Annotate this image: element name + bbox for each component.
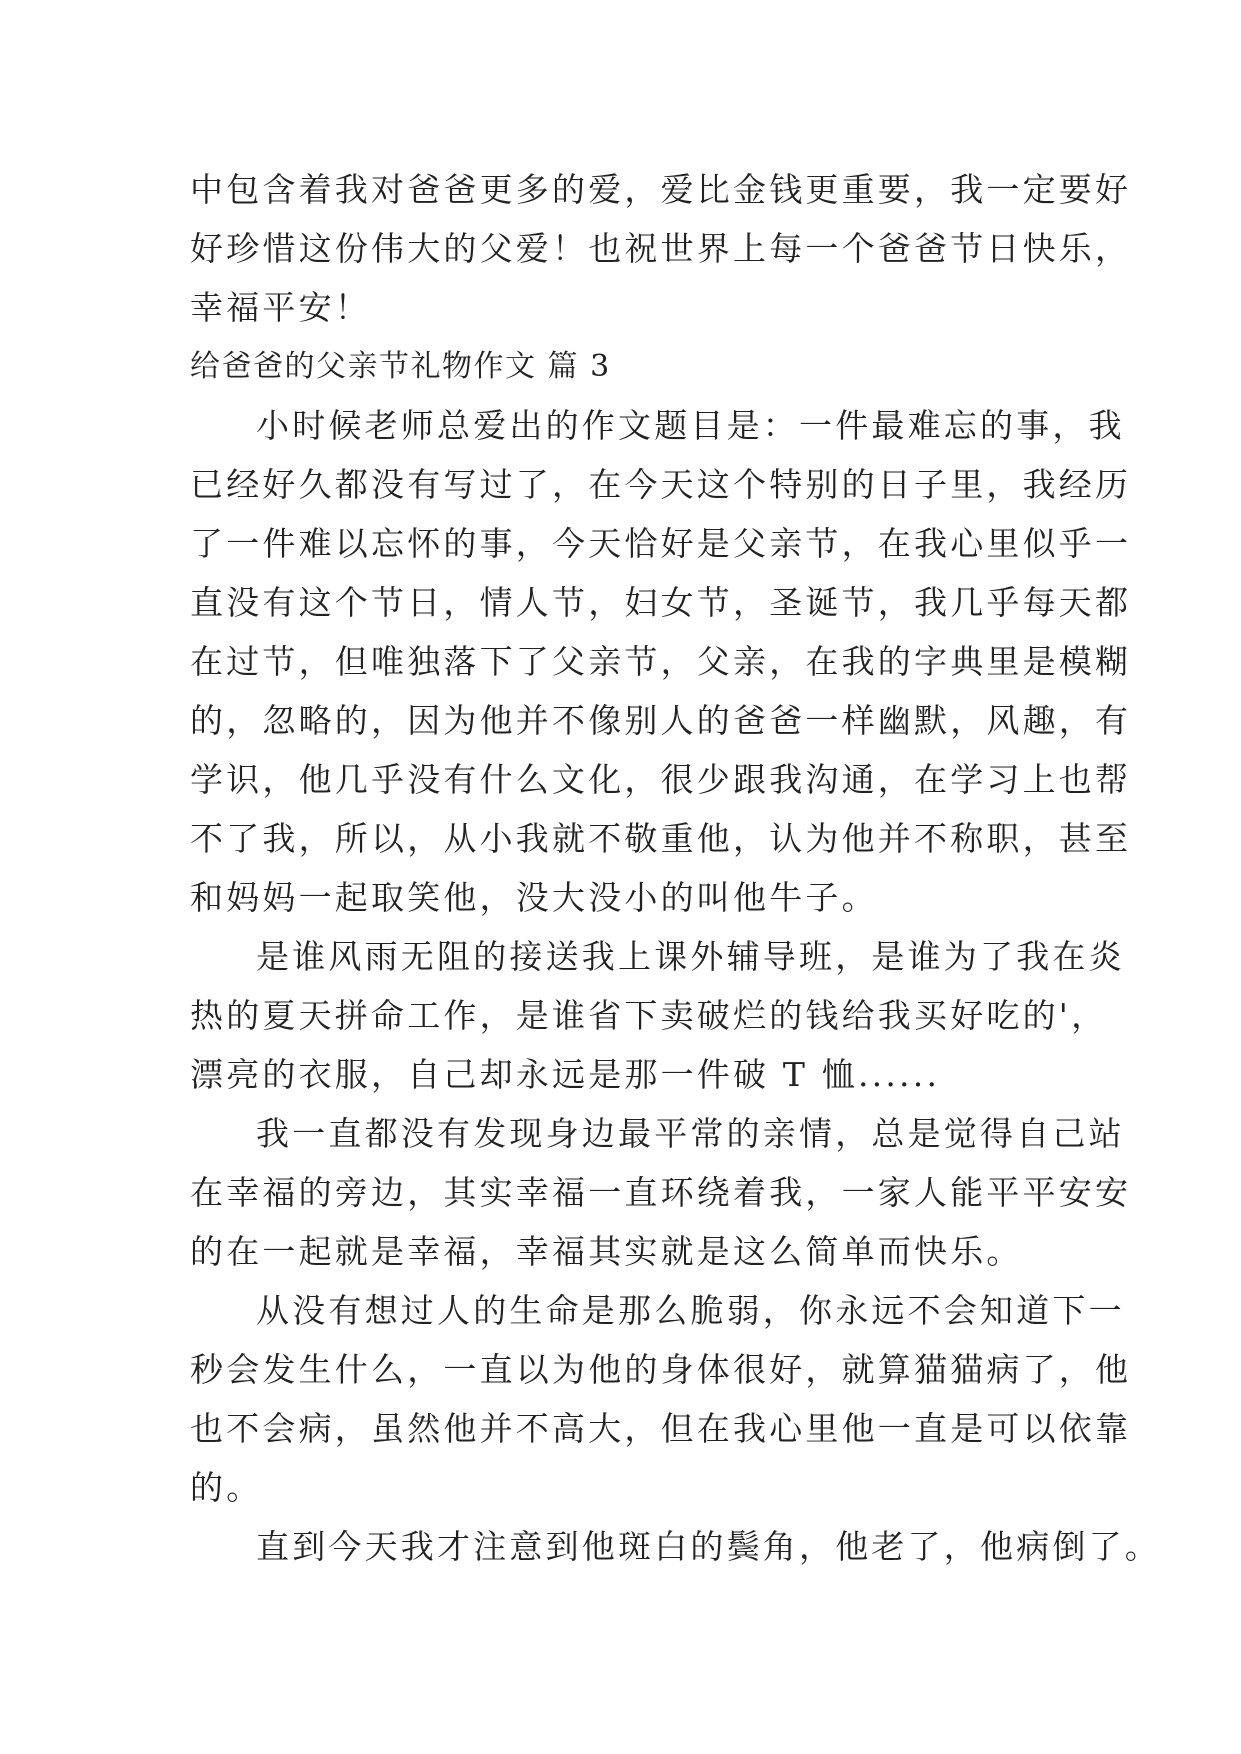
text-line: 直没有这个节日，情人节，妇女节，圣诞节，我几乎每天都 <box>190 583 1132 622</box>
text-line: 的在一起就是幸福，幸福其实就是这么简单而快乐。 <box>190 1232 1023 1271</box>
text-line: 热的夏天拼命工作，是谁省下卖破烂的钱给我买好吃的'， <box>190 996 1108 1035</box>
text-line: 在幸福的旁边，其实幸福一直环绕着我，一家人能平平安安 <box>190 1173 1132 1212</box>
text-line: 是谁风雨无阻的接送我上课外辅导班，是谁为了我在炎 <box>256 937 1125 976</box>
paragraph <box>190 927 1125 1104</box>
text-line: 好珍惜这份伟大的父爱！也祝世界上每一个爸爸节日快乐， <box>190 229 1132 268</box>
text-line: 小时候老师总爱出的作文题目是：一件最难忘的事，我 <box>256 406 1125 445</box>
document-body <box>190 160 1161 1576</box>
text-line: 从没有想过人的生命是那么脆弱，你永远不会知道下一 <box>256 1291 1125 1330</box>
text-line: 漂亮的衣服，自己却永远是那一件破 T 恤...... <box>190 1055 941 1094</box>
text-line: 中包含着我对爸爸更多的爱，爱比金钱更重要，我一定要好 <box>190 170 1132 209</box>
text-line: 和妈妈一起取笑他，没大没小的叫他牛子。 <box>190 878 878 917</box>
text-line: 已经好久都没有写过了，在今天这个特别的日子里，我经历 <box>190 465 1132 504</box>
text-line: 的。 <box>190 1468 263 1507</box>
text-line: 不了我，所以，从小我就不敬重他，认为他并不称职，甚至 <box>190 819 1132 858</box>
text-line: 学识，他几乎没有什么文化，很少跟我沟通，在学习上也帮 <box>190 760 1132 799</box>
text-line: 的，忽略的，因为他并不像别人的爸爸一样幽默，风趣，有 <box>190 701 1132 740</box>
text-line: 我一直都没有发现身边最平常的亲情，总是觉得自己站 <box>256 1114 1125 1153</box>
text-line: 在过节，但唯独落下了父亲节，父亲，在我的字典里是模糊 <box>190 642 1132 681</box>
text-line: 幸福平安！ <box>190 288 371 327</box>
text-line: 直到今天我才注意到他斑白的鬓角，他老了，他病倒了。 <box>256 1527 1161 1566</box>
paragraph <box>190 1281 1132 1517</box>
text-line: 秒会发生什么，一直以为他的身体很好，就算猫猫病了，他 <box>190 1350 1132 1389</box>
text-line: 也不会病，虽然他并不高大，但在我心里他一直是可以依靠 <box>190 1409 1132 1448</box>
section-heading: 给爸爸的父亲节礼物作文 篇 3 <box>190 349 611 384</box>
text-line: 了一件难以忘怀的事，今天恰好是父亲节，在我心里似乎一 <box>190 524 1132 563</box>
paragraph <box>190 1104 1132 1281</box>
paragraph <box>190 396 1132 927</box>
paragraph <box>190 1517 1161 1576</box>
